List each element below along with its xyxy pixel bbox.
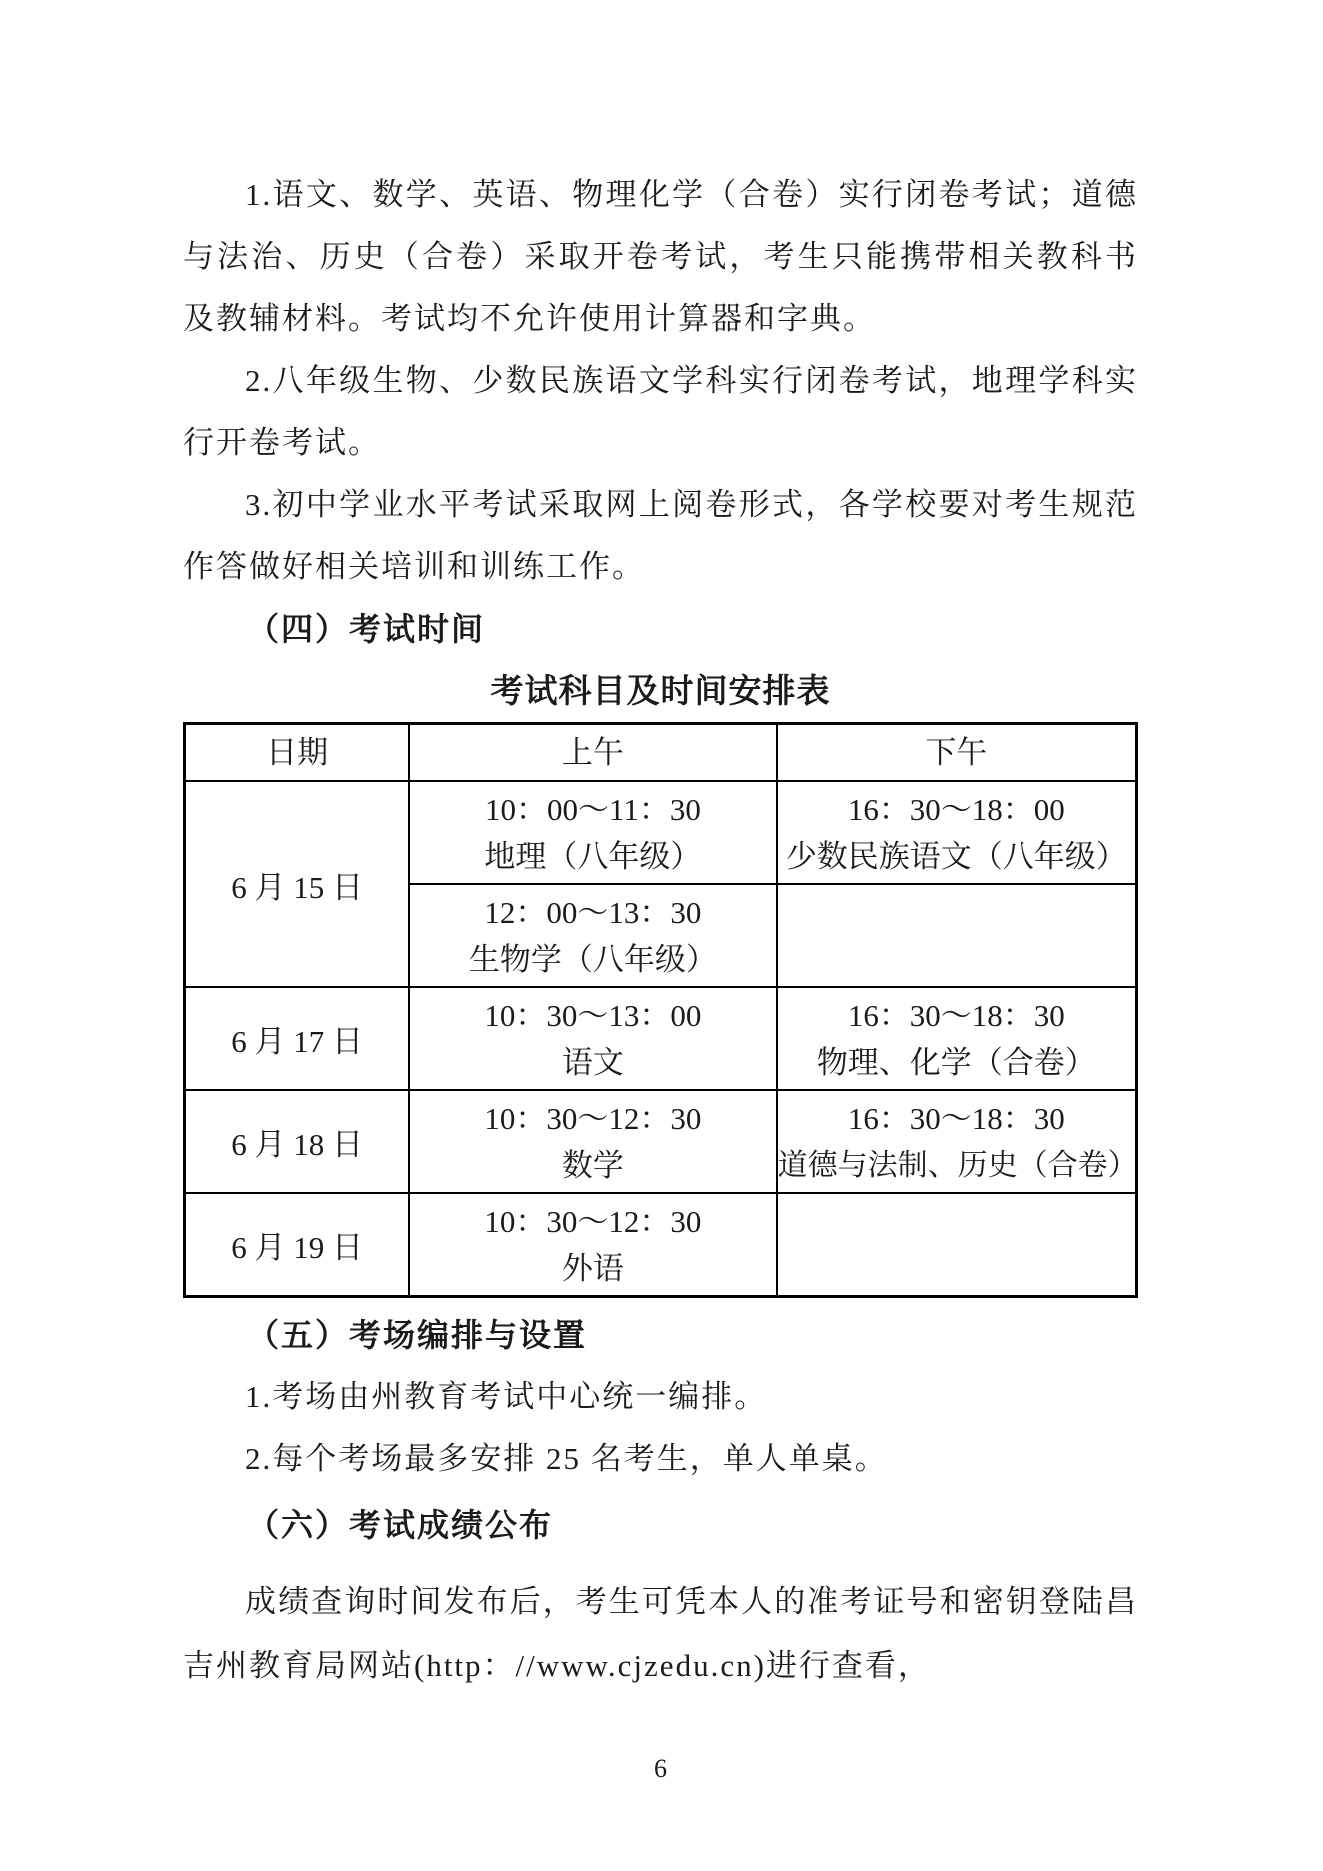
exam-subject: 外语 xyxy=(561,1250,624,1286)
exam-subject: 道德与法制、历史（合卷） xyxy=(777,1148,1138,1182)
am-cell-biology xyxy=(409,884,776,987)
paragraph-online-marking: 3.初中学业水平考试采取网上阅卷形式，各学校要对考生规范作答做好相关培训和训练工作。 xyxy=(183,487,1138,584)
am-cell-math xyxy=(409,1090,776,1193)
exam-time: 12：00～13：30 xyxy=(484,894,702,930)
exam-time: 16：30～18：30 xyxy=(847,997,1065,1033)
date-cell-june17: 6 月 17 日 xyxy=(185,987,410,1090)
page-number: 6 xyxy=(654,1754,667,1783)
paragraph-score-query: 成绩查询时间发布后，考生可凭本人的准考证号和密钥登陆昌吉州教育局网站(http：//www.cjzedu.cn)进行查看， xyxy=(183,1584,1138,1683)
header-afternoon: 下午 xyxy=(777,724,1137,782)
pm-cell-morality-history xyxy=(777,1090,1137,1193)
section-heading-exam-time: （四）考试时间 xyxy=(247,611,486,647)
pm-cell-minority-language xyxy=(777,781,1137,884)
section-heading-venue-arrangement: （五）考场编排与设置 xyxy=(247,1317,588,1353)
am-cell-chinese xyxy=(409,987,776,1090)
pm-cell-physics-chemistry xyxy=(777,987,1137,1090)
exam-subject: 物理、化学（合卷） xyxy=(816,1044,1096,1080)
date-cell-june18: 6 月 18 日 xyxy=(185,1090,410,1193)
exam-time: 16：30～18：00 xyxy=(847,791,1065,827)
exam-subject: 地理（八年级） xyxy=(484,838,702,874)
exam-subject: 语文 xyxy=(561,1044,624,1080)
paragraph-grade8-subject-rules: 2.八年级生物、少数民族语文学科实行闭卷考试，地理学科实行开卷考试。 xyxy=(183,363,1138,460)
exam-time: 16：30～18：30 xyxy=(847,1100,1065,1136)
exam-subject: 生物学（八年级） xyxy=(468,941,717,977)
table-title: 考试科目及时间安排表 xyxy=(490,674,831,710)
table-row-june19 xyxy=(185,1193,1137,1297)
table-header-row xyxy=(185,724,1137,782)
paragraph-venue-capacity: 2.每个考场最多安排 25 名考生，单人单桌。 xyxy=(245,1441,888,1476)
table-row-june18 xyxy=(185,1090,1137,1193)
am-cell-foreign-language xyxy=(409,1193,776,1297)
paragraph-closed-book-rules: 1.语文、数学、英语、物理化学（合卷）实行闭卷考试；道德与法治、历史（合卷）采取开卷考试，考生只能携带相关教科书及教辅材料。考试均不允许使用计算器和字典。 xyxy=(183,177,1138,336)
exam-subject: 少数民族语文（八年级） xyxy=(785,838,1127,874)
header-morning: 上午 xyxy=(409,724,776,782)
section-heading-score-release: （六）考试成绩公布 xyxy=(247,1507,554,1543)
exam-time: 10：30～12：30 xyxy=(484,1203,702,1239)
table-row-june17 xyxy=(185,987,1137,1090)
exam-time: 10：00～11：30 xyxy=(484,791,701,827)
table-row-june15-a xyxy=(185,781,1137,884)
exam-schedule-table xyxy=(183,722,1138,1298)
paragraph-venue-assignment: 1.考场由州教育考试中心统一编排。 xyxy=(245,1379,768,1414)
pm-cell-empty-june19 xyxy=(777,1193,1137,1297)
exam-time: 10：30～13：00 xyxy=(484,997,702,1033)
pm-cell-empty-june15 xyxy=(777,884,1137,987)
date-cell-june15: 6 月 15 日 xyxy=(185,781,410,987)
exam-time: 10：30～12：30 xyxy=(484,1100,702,1136)
exam-subject: 数学 xyxy=(561,1147,624,1183)
header-date: 日期 xyxy=(185,724,410,782)
date-cell-june19: 6 月 19 日 xyxy=(185,1193,410,1297)
am-cell-geography xyxy=(409,781,776,884)
